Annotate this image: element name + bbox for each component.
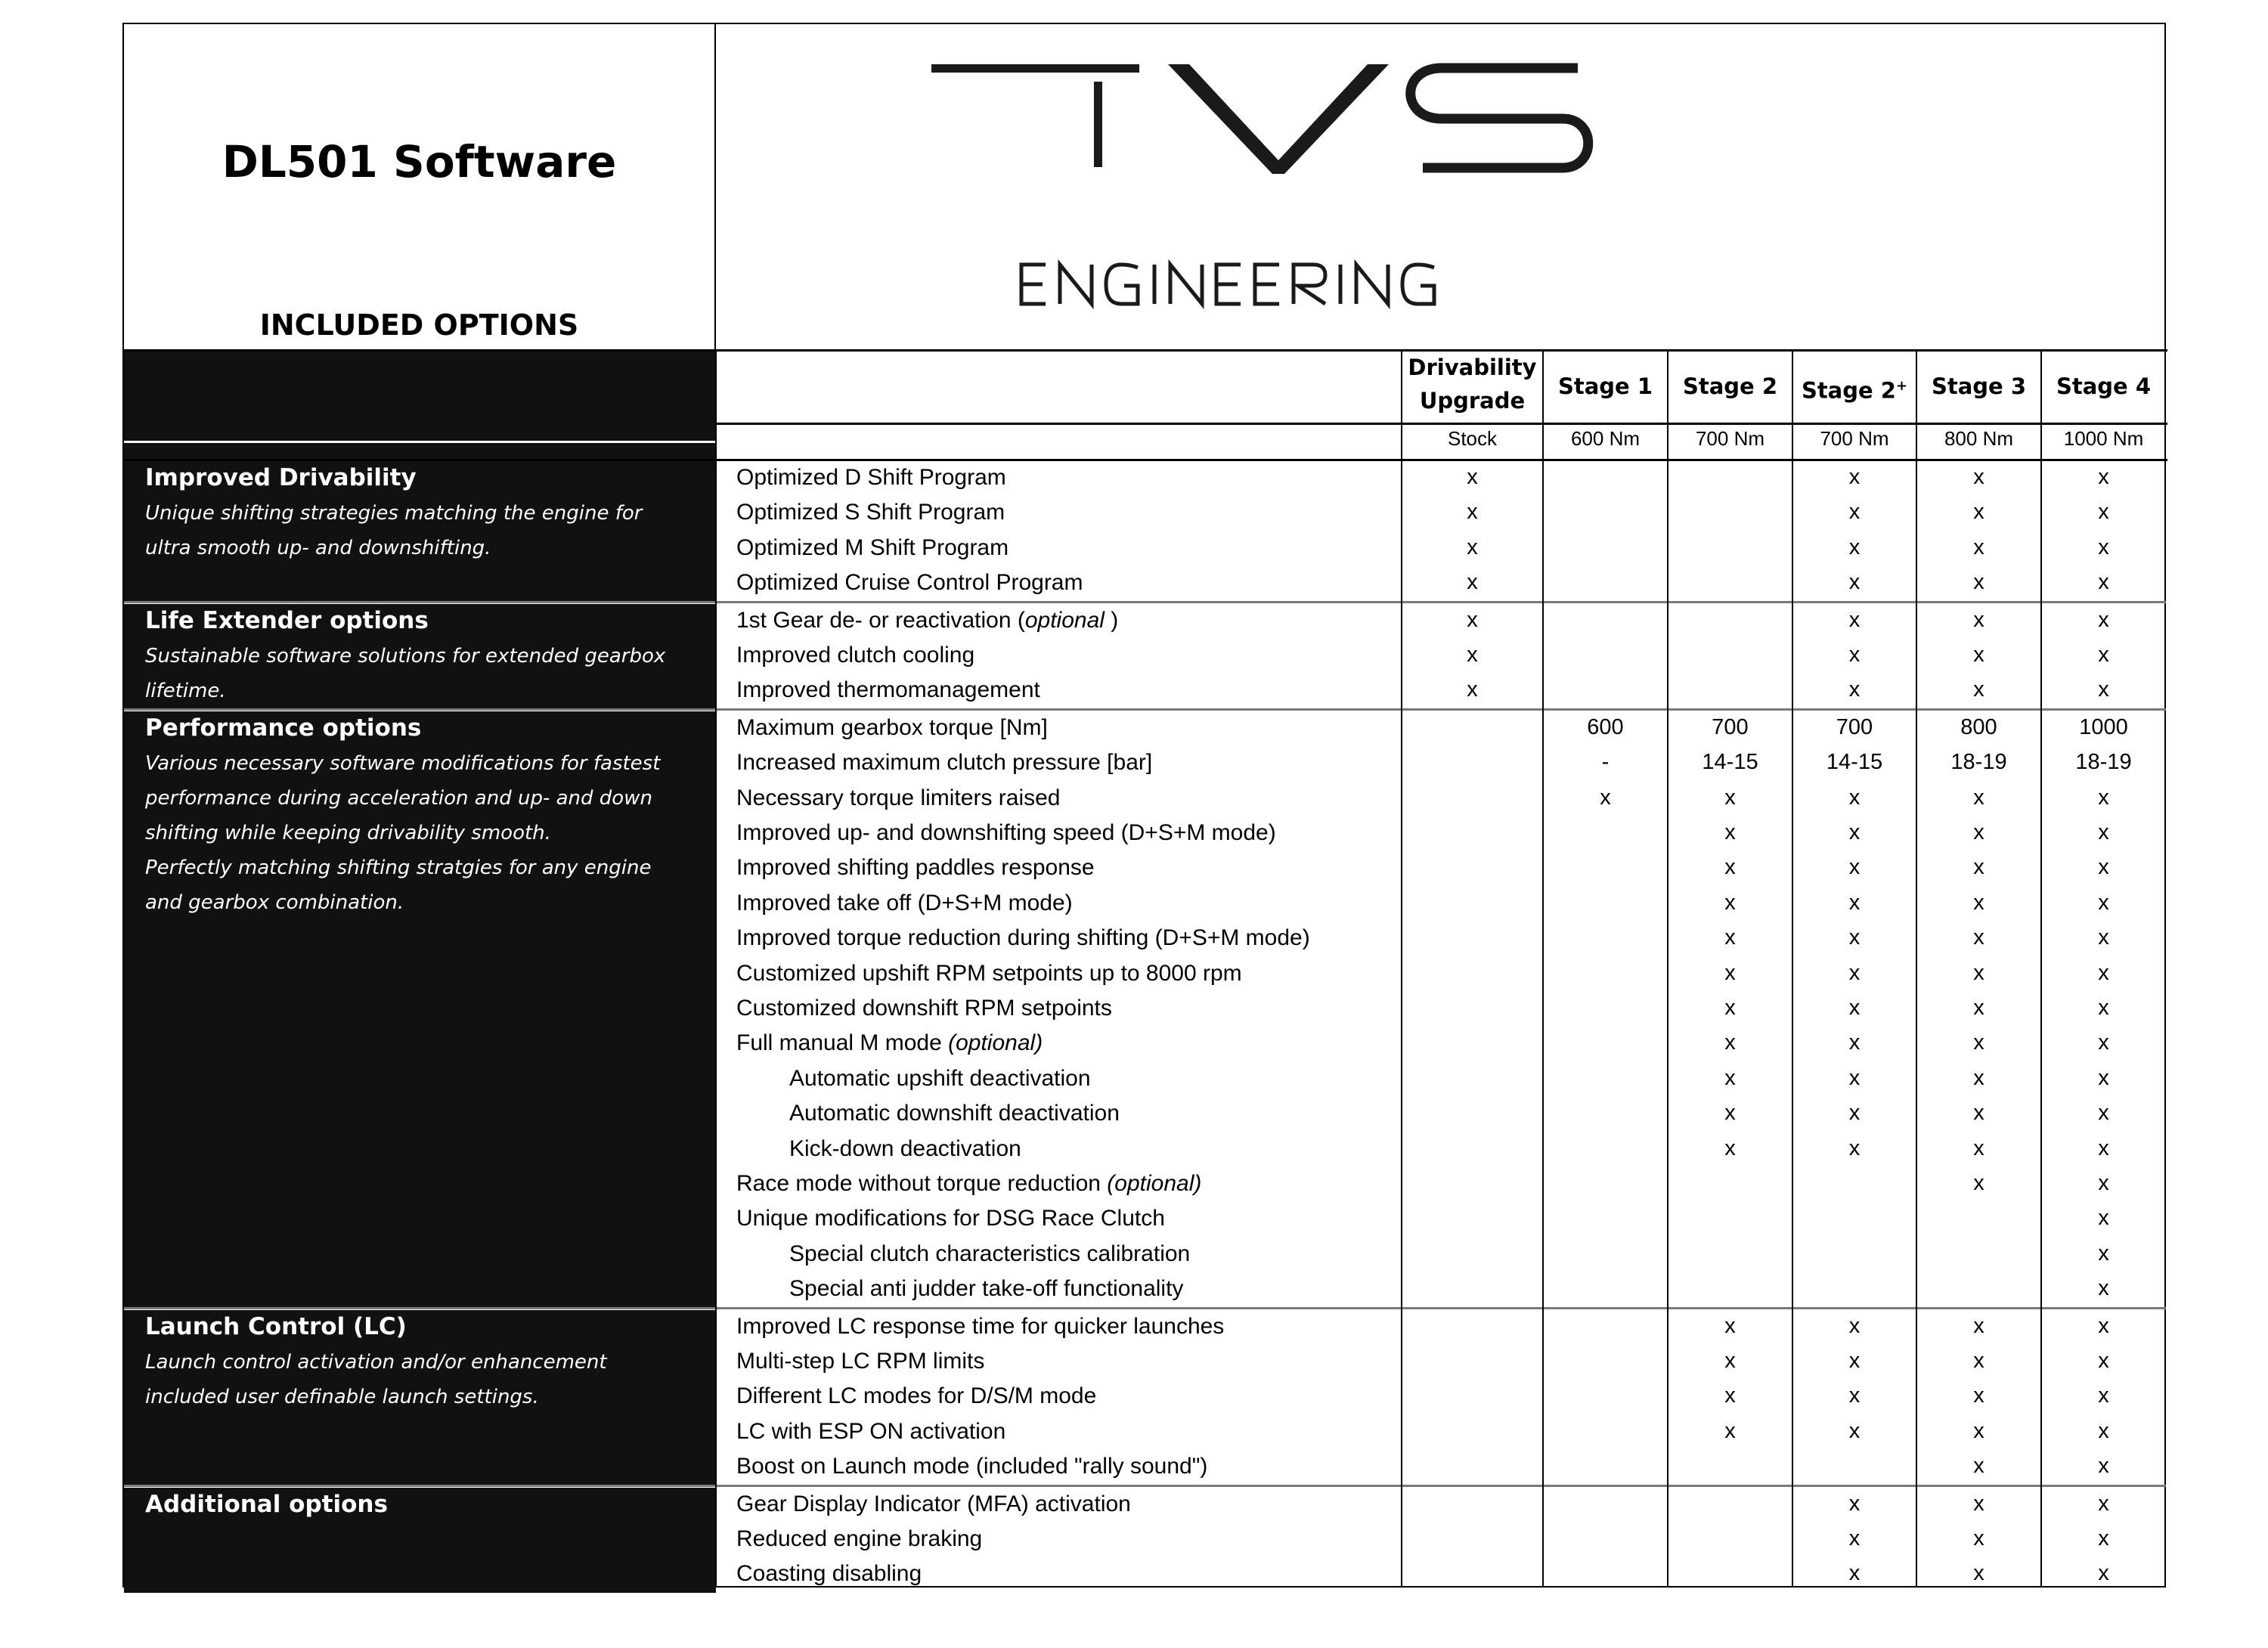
table-cell: x [1467, 643, 1478, 667]
table-cell: x [2098, 1206, 2109, 1231]
table-cell: x [2098, 570, 2109, 595]
table-cell: x [1973, 607, 1984, 632]
row-label [736, 1492, 1131, 1517]
row-label [736, 465, 1006, 491]
table-cell: x [2098, 677, 2109, 702]
row-label-text: Coasting disabling [736, 1561, 922, 1587]
column-rule [1401, 349, 1402, 1588]
column-torque-2: 700 Nm [1695, 427, 1765, 450]
table-cell: x [1973, 785, 1984, 810]
table-cell: x [1467, 465, 1478, 489]
table-cell: x [1973, 570, 1984, 595]
table-cell: x [2098, 890, 2109, 915]
column-rule [1916, 349, 1917, 1588]
row-label [736, 750, 1152, 776]
section-description: Various necessary software modifications for fastest performance during acceleration and up- and down shifting while keeping drivability smooth. Perfectly matching shifting stratgies for any engine and gearbox combination. [145, 751, 661, 914]
table-cell: 1000 [2079, 714, 2128, 739]
row-label-text: Full manual M mode [736, 1030, 949, 1056]
row-label-text: Improved LC response time for quicker launches [736, 1313, 1225, 1339]
row-label [736, 570, 1083, 596]
table-cell: x [1467, 500, 1478, 525]
row-label-text: Increased maximum clutch pressure [bar] [736, 750, 1153, 776]
table-cell: x [1600, 785, 1611, 810]
row-label [736, 1349, 984, 1374]
table-cell: x [1848, 465, 1861, 489]
column-torque-4: 800 Nm [1944, 427, 2014, 450]
table-cell: x [1724, 1383, 1736, 1408]
table-cell: x [1467, 607, 1478, 632]
table-cell: x [2098, 1065, 2109, 1090]
row-label [736, 1383, 1096, 1409]
row-label-italic: (optional) [1107, 1171, 1202, 1196]
table-cell: x [1973, 960, 1984, 985]
table-cell: x [1973, 1030, 1984, 1055]
column-rule [2040, 349, 2042, 1588]
table-cell: - [1601, 750, 1610, 775]
table-cell: 14-15 [1702, 750, 1758, 775]
column-torque-5: 1000 Nm [2063, 427, 2144, 450]
table-cell: x [2098, 1135, 2109, 1160]
row-label-text: Automatic upshift deactivation [789, 1065, 1091, 1091]
row-label-text: Race mode without torque reduction [736, 1171, 1108, 1196]
table-cell: x [1973, 643, 1984, 667]
row-label [736, 1526, 982, 1552]
table-cell: x [1973, 500, 1984, 525]
table-cell: x [2098, 465, 2109, 489]
table-cell: 18-19 [2075, 750, 2132, 775]
table-cell: x [1973, 996, 1984, 1020]
row-label-text: LC with ESP ON activation [736, 1418, 1006, 1444]
row-label-text: Gear Display Indicator (MFA) activation [736, 1491, 1131, 1516]
table-cell: x [1973, 1454, 1984, 1479]
table-cell: x [1973, 1349, 1984, 1373]
table-cell: x [2098, 534, 2109, 559]
column-header-3 [1792, 370, 1916, 407]
row-label-text: Improved take off (D+S+M mode) [736, 890, 1073, 915]
table-cell: x [2098, 1276, 2109, 1301]
table-cell: x [1848, 785, 1861, 810]
row-label-text: 1st Gear de- or reactivation ( [736, 607, 1025, 633]
table-cell: x [1973, 1526, 1984, 1550]
table-cell: x [1848, 1383, 1861, 1408]
column-rule [1542, 349, 1544, 1588]
section-description: Sustainable software solutions for extended gearbox lifetime. [145, 644, 666, 702]
table-cell: x [1973, 1171, 1984, 1195]
table-cell: x [1724, 1135, 1736, 1160]
section-separator [124, 1485, 2166, 1487]
row-label [736, 891, 1073, 916]
table-cell: x [2098, 1349, 2109, 1373]
row-label [736, 500, 1005, 525]
table-cell: x [2098, 1313, 2109, 1338]
tvs-engineering-logo [716, 24, 2166, 349]
table-cell: x [1467, 677, 1478, 702]
column-header-superscript: + [1895, 378, 1908, 394]
table-cell: x [1848, 1526, 1861, 1550]
table-cell: x [2098, 1101, 2109, 1126]
column-header-0 [1402, 351, 1543, 417]
row-label [736, 785, 1060, 811]
row-label-text: Improved thermomanagement [736, 677, 1040, 703]
table-cell: x [1848, 607, 1861, 632]
row-label-text: Optimized Cruise Control Program [736, 570, 1083, 596]
table-cell: x [1724, 1101, 1736, 1126]
table-cell: x [1724, 820, 1736, 844]
column-header-line: Upgrade [1419, 388, 1526, 414]
page-subtitle: INCLUDED OPTIONS [259, 308, 579, 342]
row-label [736, 535, 1009, 561]
table-cell: x [1724, 890, 1736, 915]
table-cell: x [2098, 1383, 2109, 1408]
options-sheet [122, 23, 2166, 1588]
row-label-text: Special anti judder take-off functionality [789, 1276, 1184, 1302]
row-label-text: Kick-down deactivation [789, 1135, 1021, 1161]
page-title: DL501 Software [222, 136, 617, 187]
table-cell: x [1973, 1491, 1984, 1516]
table-cell: x [2098, 1418, 2109, 1443]
row-label-text: Reduced engine braking [736, 1526, 983, 1551]
row-label-text: Maximum gearbox torque [Nm] [736, 714, 1048, 740]
row-label [789, 1066, 1091, 1092]
table-cell: x [2098, 1526, 2109, 1550]
brand-logo [716, 24, 2166, 349]
row-label [789, 1101, 1120, 1126]
table-cell: x [1973, 534, 1984, 559]
row-label [736, 715, 1048, 741]
table-cell: x [2098, 1454, 2109, 1479]
row-label-suffix: ) [1104, 607, 1119, 633]
row-label-text: Improved clutch cooling [736, 643, 975, 668]
section-title: Launch Control (LC) [145, 1312, 407, 1340]
table-cell: x [2098, 1491, 2109, 1516]
column-header-label: Stage 2 [1682, 373, 1778, 399]
table-cell: x [1973, 890, 1984, 915]
left-column-rule [715, 349, 717, 1588]
row-label [736, 1171, 1201, 1197]
table-cell: x [2098, 996, 2109, 1020]
table-cell: x [1724, 925, 1736, 950]
table-cell: x [2098, 785, 2109, 810]
column-header-2 [1668, 370, 1792, 403]
row-label-text: Improved shifting paddles response [736, 855, 1095, 881]
table-cell: x [2098, 855, 2109, 880]
column-header-label: Stage 3 [1931, 373, 2027, 399]
table-cell: x [1724, 960, 1736, 985]
table-cell: x [1848, 996, 1861, 1020]
table-cell: 800 [1960, 714, 1997, 739]
row-label-text: Boost on Launch mode (included "rally sound") [736, 1454, 1208, 1479]
table-cell: 14-15 [1826, 750, 1883, 775]
row-label [789, 1241, 1190, 1267]
row-label [736, 1314, 1224, 1340]
row-label [736, 855, 1095, 881]
column-header-1 [1543, 370, 1668, 403]
table-cell: x [2098, 1171, 2109, 1195]
row-label [736, 1561, 922, 1587]
row-label-text: Different LC modes for D/S/M mode [736, 1383, 1097, 1409]
table-cell: x [1973, 465, 1984, 489]
row-label-text: Optimized M Shift Program [736, 534, 1009, 560]
table-cell: x [1848, 1491, 1861, 1516]
table-cell: x [2098, 1241, 2109, 1265]
table-cell: x [1973, 1383, 1984, 1408]
table-cell: x [1848, 534, 1861, 559]
row-label [736, 925, 1310, 951]
table-cell: x [1848, 677, 1861, 702]
table-cell: x [1724, 996, 1736, 1020]
row-label [736, 643, 974, 668]
table-cell: x [1848, 855, 1861, 880]
row-label-text: Special clutch characteristics calibration [789, 1241, 1191, 1266]
table-cell: x [1848, 1561, 1861, 1586]
table-cell: x [1724, 785, 1736, 810]
table-cell: x [2098, 820, 2109, 844]
table-cell: x [1848, 1135, 1861, 1160]
table-cell: x [1973, 1135, 1984, 1160]
table-cell: x [1848, 890, 1861, 915]
table-cell: x [1973, 1065, 1984, 1090]
column-torque-0: Stock [1447, 427, 1498, 450]
table-cell: 700 [1712, 714, 1749, 739]
table-cell: x [1724, 855, 1736, 880]
section-title: Additional options [145, 1490, 388, 1518]
table-cell: x [1848, 570, 1861, 595]
table-cell: x [1973, 925, 1984, 950]
row-label [789, 1276, 1183, 1302]
table-cell: x [2098, 925, 2109, 950]
row-label-text: Automatic downshift deactivation [789, 1101, 1120, 1126]
row-label [736, 677, 1040, 703]
column-header-line: Drivability [1408, 355, 1537, 380]
table-cell: x [2098, 1030, 2109, 1055]
table-cell: 600 [1587, 714, 1624, 739]
section-title: Life Extender options [145, 606, 429, 634]
row-label-text: Necessary torque limiters raised [736, 785, 1061, 810]
row-label [736, 1030, 1043, 1056]
row-label [736, 996, 1112, 1021]
table-cell: x [1973, 1561, 1984, 1586]
table-cell: x [1973, 677, 1984, 702]
table-cell: x [1467, 534, 1478, 559]
row-label-text: Improved torque reduction during shifting (D+S+M mode) [736, 925, 1310, 951]
table-cell: x [1973, 820, 1984, 844]
row-label [789, 1136, 1021, 1162]
table-cell: x [2098, 1561, 2109, 1586]
section-separator [124, 601, 2166, 603]
row-label-text: Optimized S Shift Program [736, 500, 1005, 525]
column-rule [1792, 349, 1793, 1588]
table-cell: x [1724, 1065, 1736, 1090]
table-cell: x [2098, 607, 2109, 632]
table-cell: x [1848, 960, 1861, 985]
row-label [736, 820, 1276, 846]
section-separator [124, 1307, 2166, 1309]
row-label [736, 1206, 1165, 1231]
row-label-italic: optional [1024, 607, 1105, 633]
left-header-block [124, 352, 716, 441]
row-label-text: Optimized D Shift Program [736, 465, 1006, 490]
row-label-text: Multi-step LC RPM limits [736, 1349, 985, 1374]
column-header-label: Stage 1 [1557, 373, 1653, 399]
column-header-label: Stage 2 [1801, 377, 1896, 404]
row-label-text: Customized downshift RPM setpoints [736, 996, 1112, 1021]
column-header-label: Stage 4 [2056, 373, 2152, 399]
column-torque-1: 600 Nm [1570, 427, 1641, 450]
table-cell: x [2098, 960, 2109, 985]
table-cell: x [1848, 1101, 1861, 1126]
column-rule [1667, 349, 1668, 1588]
table-cell: x [1848, 925, 1861, 950]
section-description: Launch control activation and/or enhancement included user definable launch settings. [145, 1350, 607, 1408]
table-cell: x [1973, 1418, 1984, 1443]
table-cell: x [1724, 1313, 1736, 1338]
left-subheader-block [124, 443, 716, 459]
table-cell: x [1724, 1418, 1736, 1443]
row-label [736, 1454, 1207, 1479]
table-cell: x [1848, 500, 1861, 525]
section-title: Performance options [145, 714, 422, 742]
table-cell: x [1848, 1418, 1861, 1443]
row-label-italic: (optional) [948, 1030, 1043, 1056]
table-cell: x [1848, 1030, 1861, 1055]
row-label-text: Customized upshift RPM setpoints up to 8000 rpm [736, 960, 1242, 986]
table-cell: 700 [1836, 714, 1873, 739]
table-cell: x [2098, 500, 2109, 525]
row-label-text: Unique modifications for DSG Race Clutch [736, 1206, 1165, 1231]
row-label [736, 1419, 1005, 1445]
table-cell: x [1848, 820, 1861, 844]
column-torque-3: 700 Nm [1820, 427, 1889, 450]
table-cell: 18-19 [1950, 750, 2007, 775]
section-title: Improved Drivability [145, 464, 417, 491]
table-cell: x [1724, 1349, 1736, 1373]
section-description: Unique shifting strategies matching the engine for ultra smooth up- and downshifting. [145, 502, 643, 559]
title-cell [124, 24, 716, 349]
row-label-text: Improved up- and downshifting speed (D+S+M mode) [736, 820, 1276, 845]
section-separator [124, 708, 2166, 711]
table-cell: x [2098, 643, 2109, 667]
column-header-4 [1916, 370, 2041, 403]
column-header-5 [2041, 370, 2166, 403]
table-cell: x [1973, 1313, 1984, 1338]
table-cell: x [1848, 643, 1861, 667]
table-cell: x [1848, 1349, 1861, 1373]
table-cell: x [1848, 1065, 1861, 1090]
row-label [736, 961, 1242, 987]
row-label [736, 608, 1118, 633]
table-cell: x [1973, 855, 1984, 880]
table-cell: x [1848, 1313, 1861, 1338]
table-cell: x [1724, 1030, 1736, 1055]
table-cell: x [1467, 570, 1478, 595]
table-cell: x [1973, 1101, 1984, 1126]
